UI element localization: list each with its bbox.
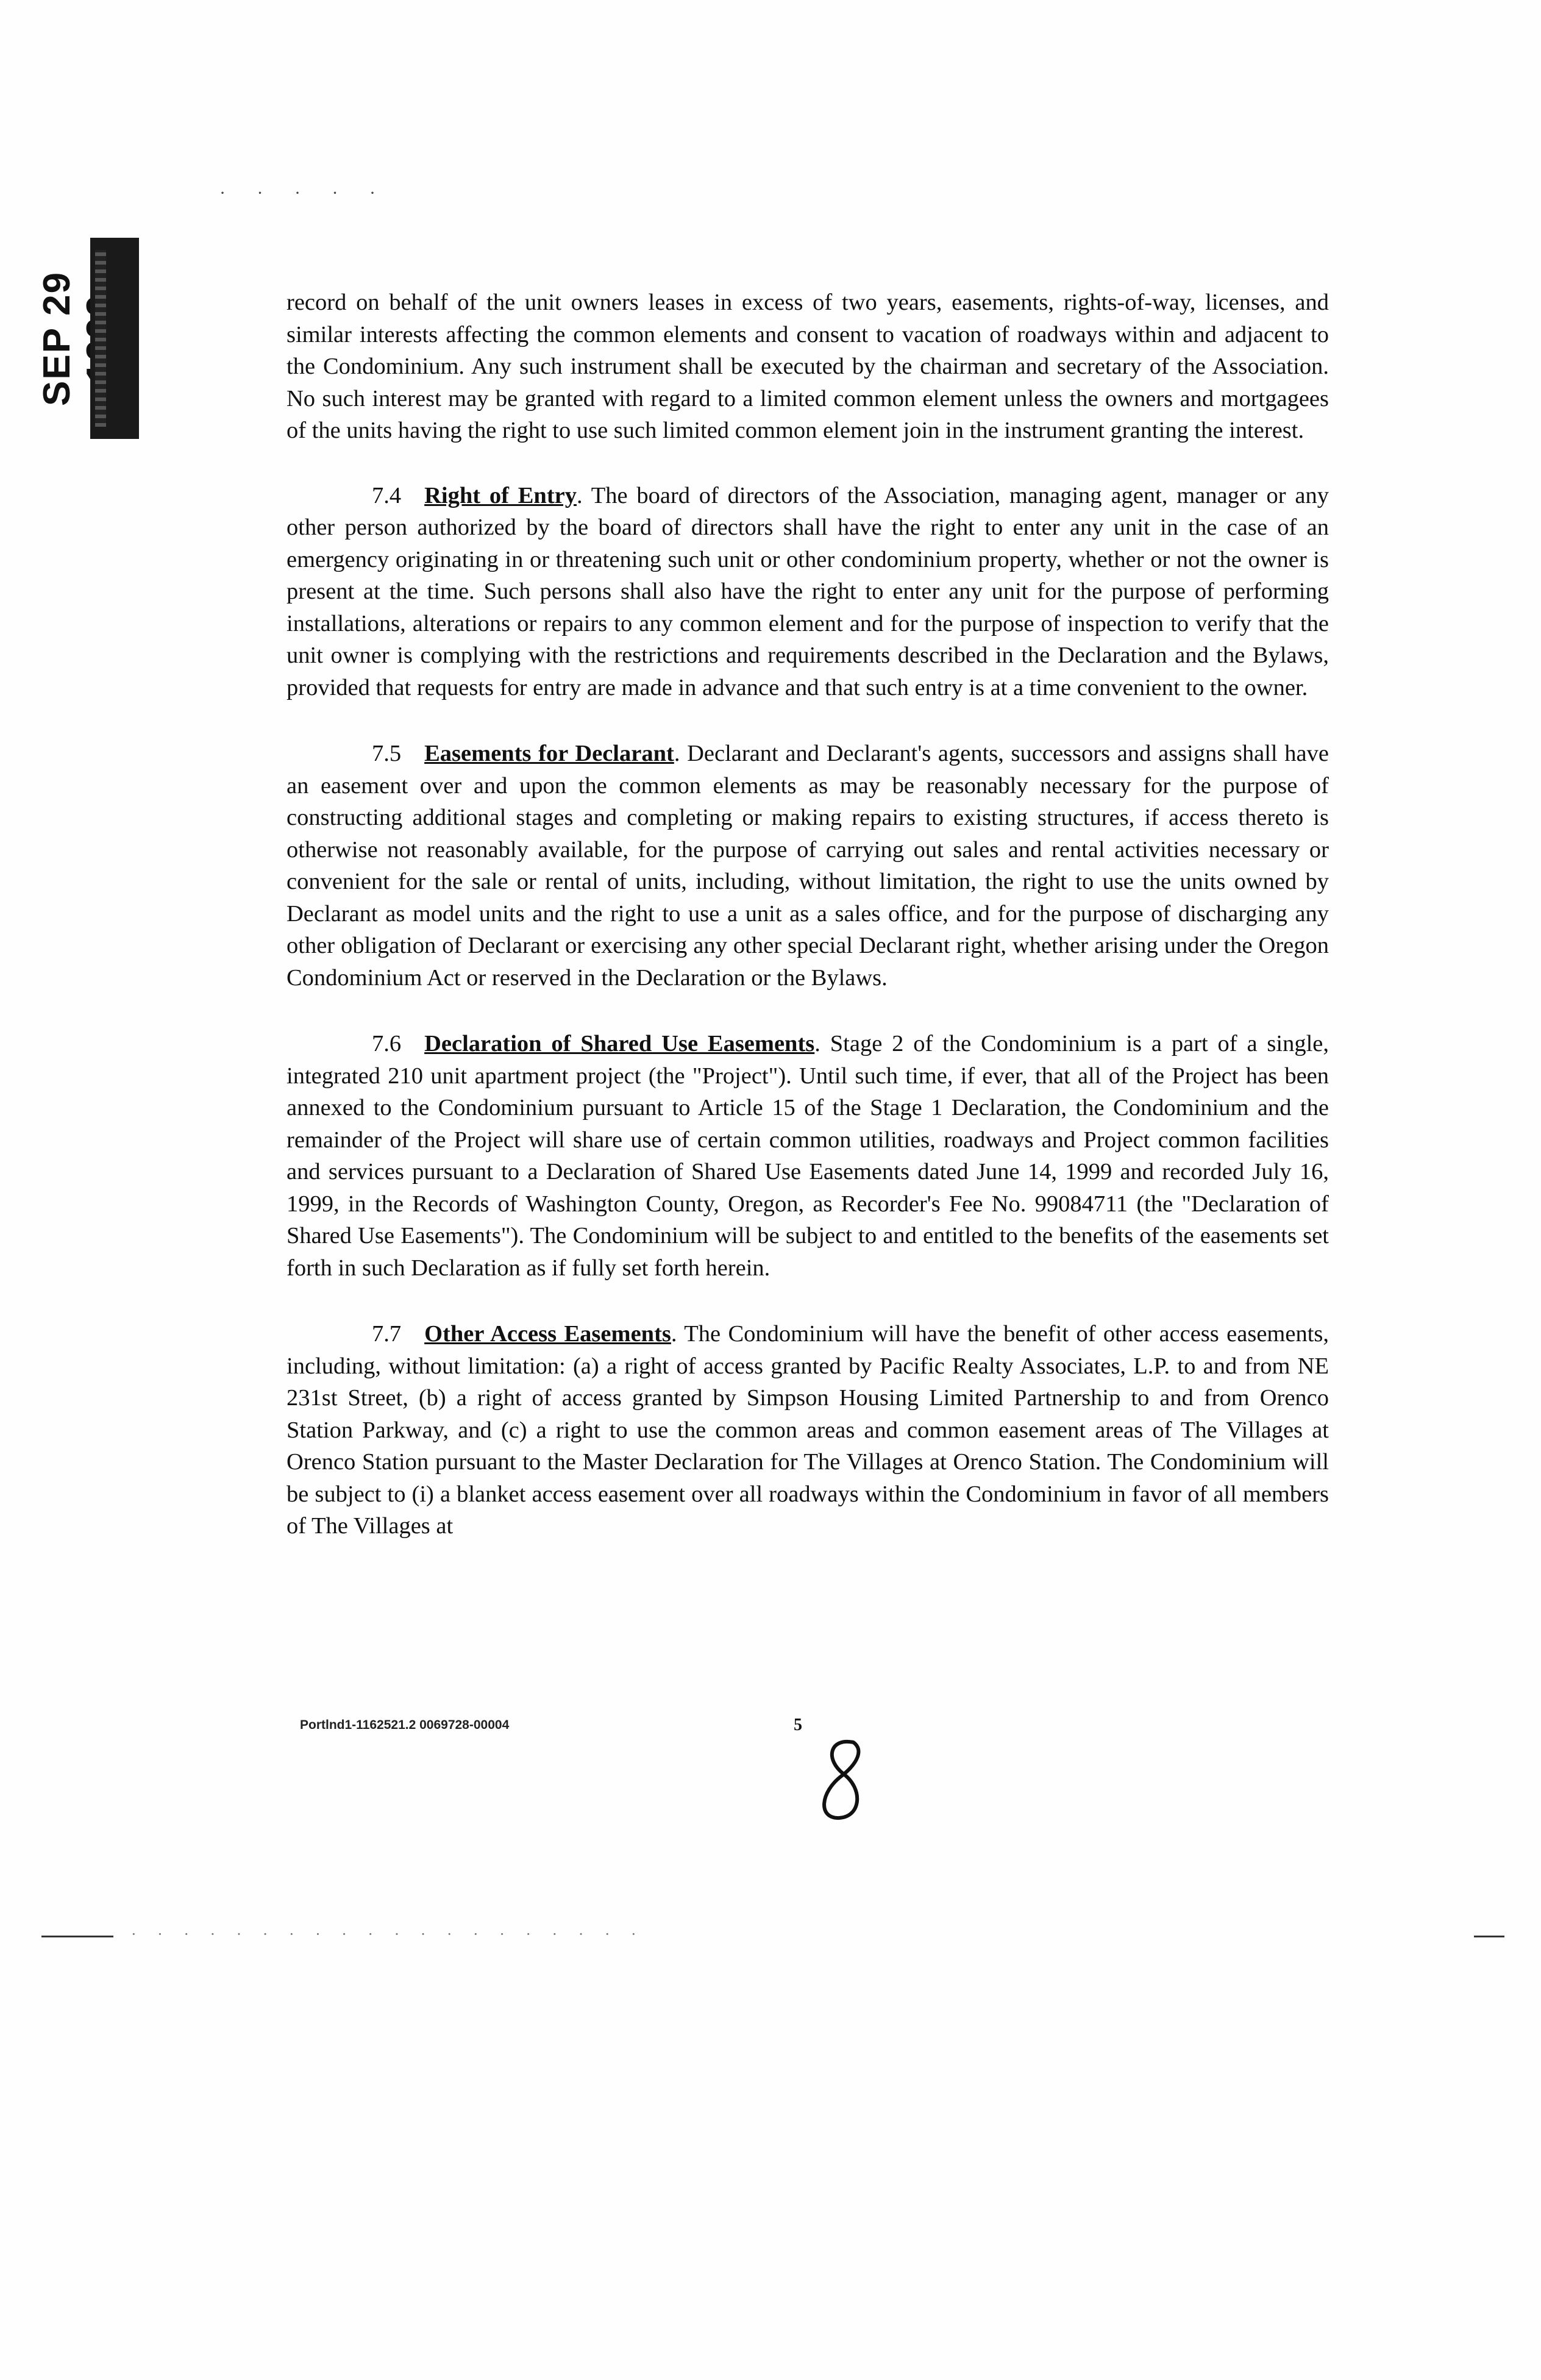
section-number: 7.5 xyxy=(372,741,402,766)
document-body xyxy=(286,287,1329,1577)
section-text: . The board of directors of the Association, managing agent, manager or any other person authorized by the board of directors shall have the right to enter any unit in the case of an emergency originating in or threatening such unit or other condominium property, whether or not the owner is present at the time. Such persons shall also have the right to enter any unit for the purpose of performing installations, alterations or repairs to any common element and for the purpose of inspection to verify that the unit owner is complying with the restrictions and requirements described in the Declaration and the Bylaws, provided that requests for entry are made in advance and that such entry is at a time convenient to the owner. xyxy=(286,482,1329,700)
scan-specks: · · · · · xyxy=(219,183,389,203)
section-number: 7.4 xyxy=(372,482,402,508)
section-7-4 xyxy=(286,480,1329,704)
section-heading: Easements for Declarant xyxy=(424,741,674,766)
section-text: . Stage 2 of the Condominium is a part of a single, integrated 210 unit apartment project (the "Project"). Until such time, if ever, that all of the Project has been annexed to the Condominium pursuant to Article 15 of the Stage 1 Declaration, the Condominium and the remainder of the Project will share use of certain common utilities, roadways and Project common facilities and services pursuant to a Declaration of Shared Use Easements dated June 14, 1999 and recorded July 16, 1999, in the Records of Washington County, Oregon, as Recorder's Fee No. 99084711 (the "Declaration of Shared Use Easements"). The Condominium will be subject to and entitled to the benefits of the easements set forth in such Declaration as if fully set forth herein. xyxy=(286,1031,1329,1281)
section-text: . Declarant and Declarant's agents, successors and assigns shall have an easement over and upon the common elements as may be reasonably necessary for the purpose of constructing additional stages and completing or making repairs to existing structures, if access thereto is otherwise not reasonably available, for the purpose of carrying out sales and rental activities necessary or convenient for the sale or rental of units, including, without limitation, the right to use the units owned by Declarant as model units and the right to use a unit as a sales office, and for the purpose of discharging any other obligation of Declarant or exercising any other special Declarant right, whether arising under the Oregon Condominium Act or reserved in the Declaration or the Bylaws. xyxy=(286,741,1329,991)
stamp-barcode xyxy=(90,238,139,439)
handwritten-page-number xyxy=(806,1731,879,1829)
section-7-7 xyxy=(286,1318,1329,1542)
recording-date-stamp xyxy=(23,238,139,439)
scan-edge-line-left xyxy=(41,1936,113,1937)
section-text: . The Condominium will have the benefit of other access easements, including, without limitation: (a) a right of access granted by Pacific Realty Associates, L.P. to and from NE 231st Street, (b) a right of access granted by Simpson Housing Limited Partnership to and from Orenco Station Parkway, and (c) a right to use the common areas and common easement areas of The Villages at Orenco Station pursuant to the Master Declaration for The Villages at Orenco Station. The Condominium will be subject to (i) a blanket access easement over all roadways within the Condominium in favor of all members of The Villages at xyxy=(286,1321,1329,1539)
footer-page-number: 5 xyxy=(794,1716,802,1734)
paragraph-text: record on behalf of the unit owners leases in excess of two years, easements, rights-of-way, licenses, and similar interests affecting the common elements and consent to vacation of roadways within and adjacent to the Condominium. Any such instrument shall be executed by the chairman and secretary of the Association. No such interest may be granted with regard to a limited common element unless the owners and mortgagees of the units having the right to use such limited common element join in the instrument granting the interest. xyxy=(286,290,1329,443)
paragraph-intro xyxy=(286,287,1329,447)
section-heading: Right of Entry xyxy=(424,482,577,508)
section-number: 7.7 xyxy=(372,1321,402,1347)
scan-specks-bottom: · · · · · · · · · · · · · · · · · · · · xyxy=(131,1925,645,1943)
scan-edge-line-right xyxy=(1474,1936,1504,1937)
footer-document-id: Portlnd1-1162521.2 0069728-00004 xyxy=(300,1718,510,1732)
stamp-date-text: SEP 29 xyxy=(36,271,78,406)
section-heading: Other Access Easements xyxy=(424,1321,671,1347)
section-number: 7.6 xyxy=(372,1031,402,1056)
section-7-6 xyxy=(286,1028,1329,1284)
section-heading: Declaration of Shared Use Easements xyxy=(424,1031,815,1056)
section-7-5 xyxy=(286,738,1329,994)
